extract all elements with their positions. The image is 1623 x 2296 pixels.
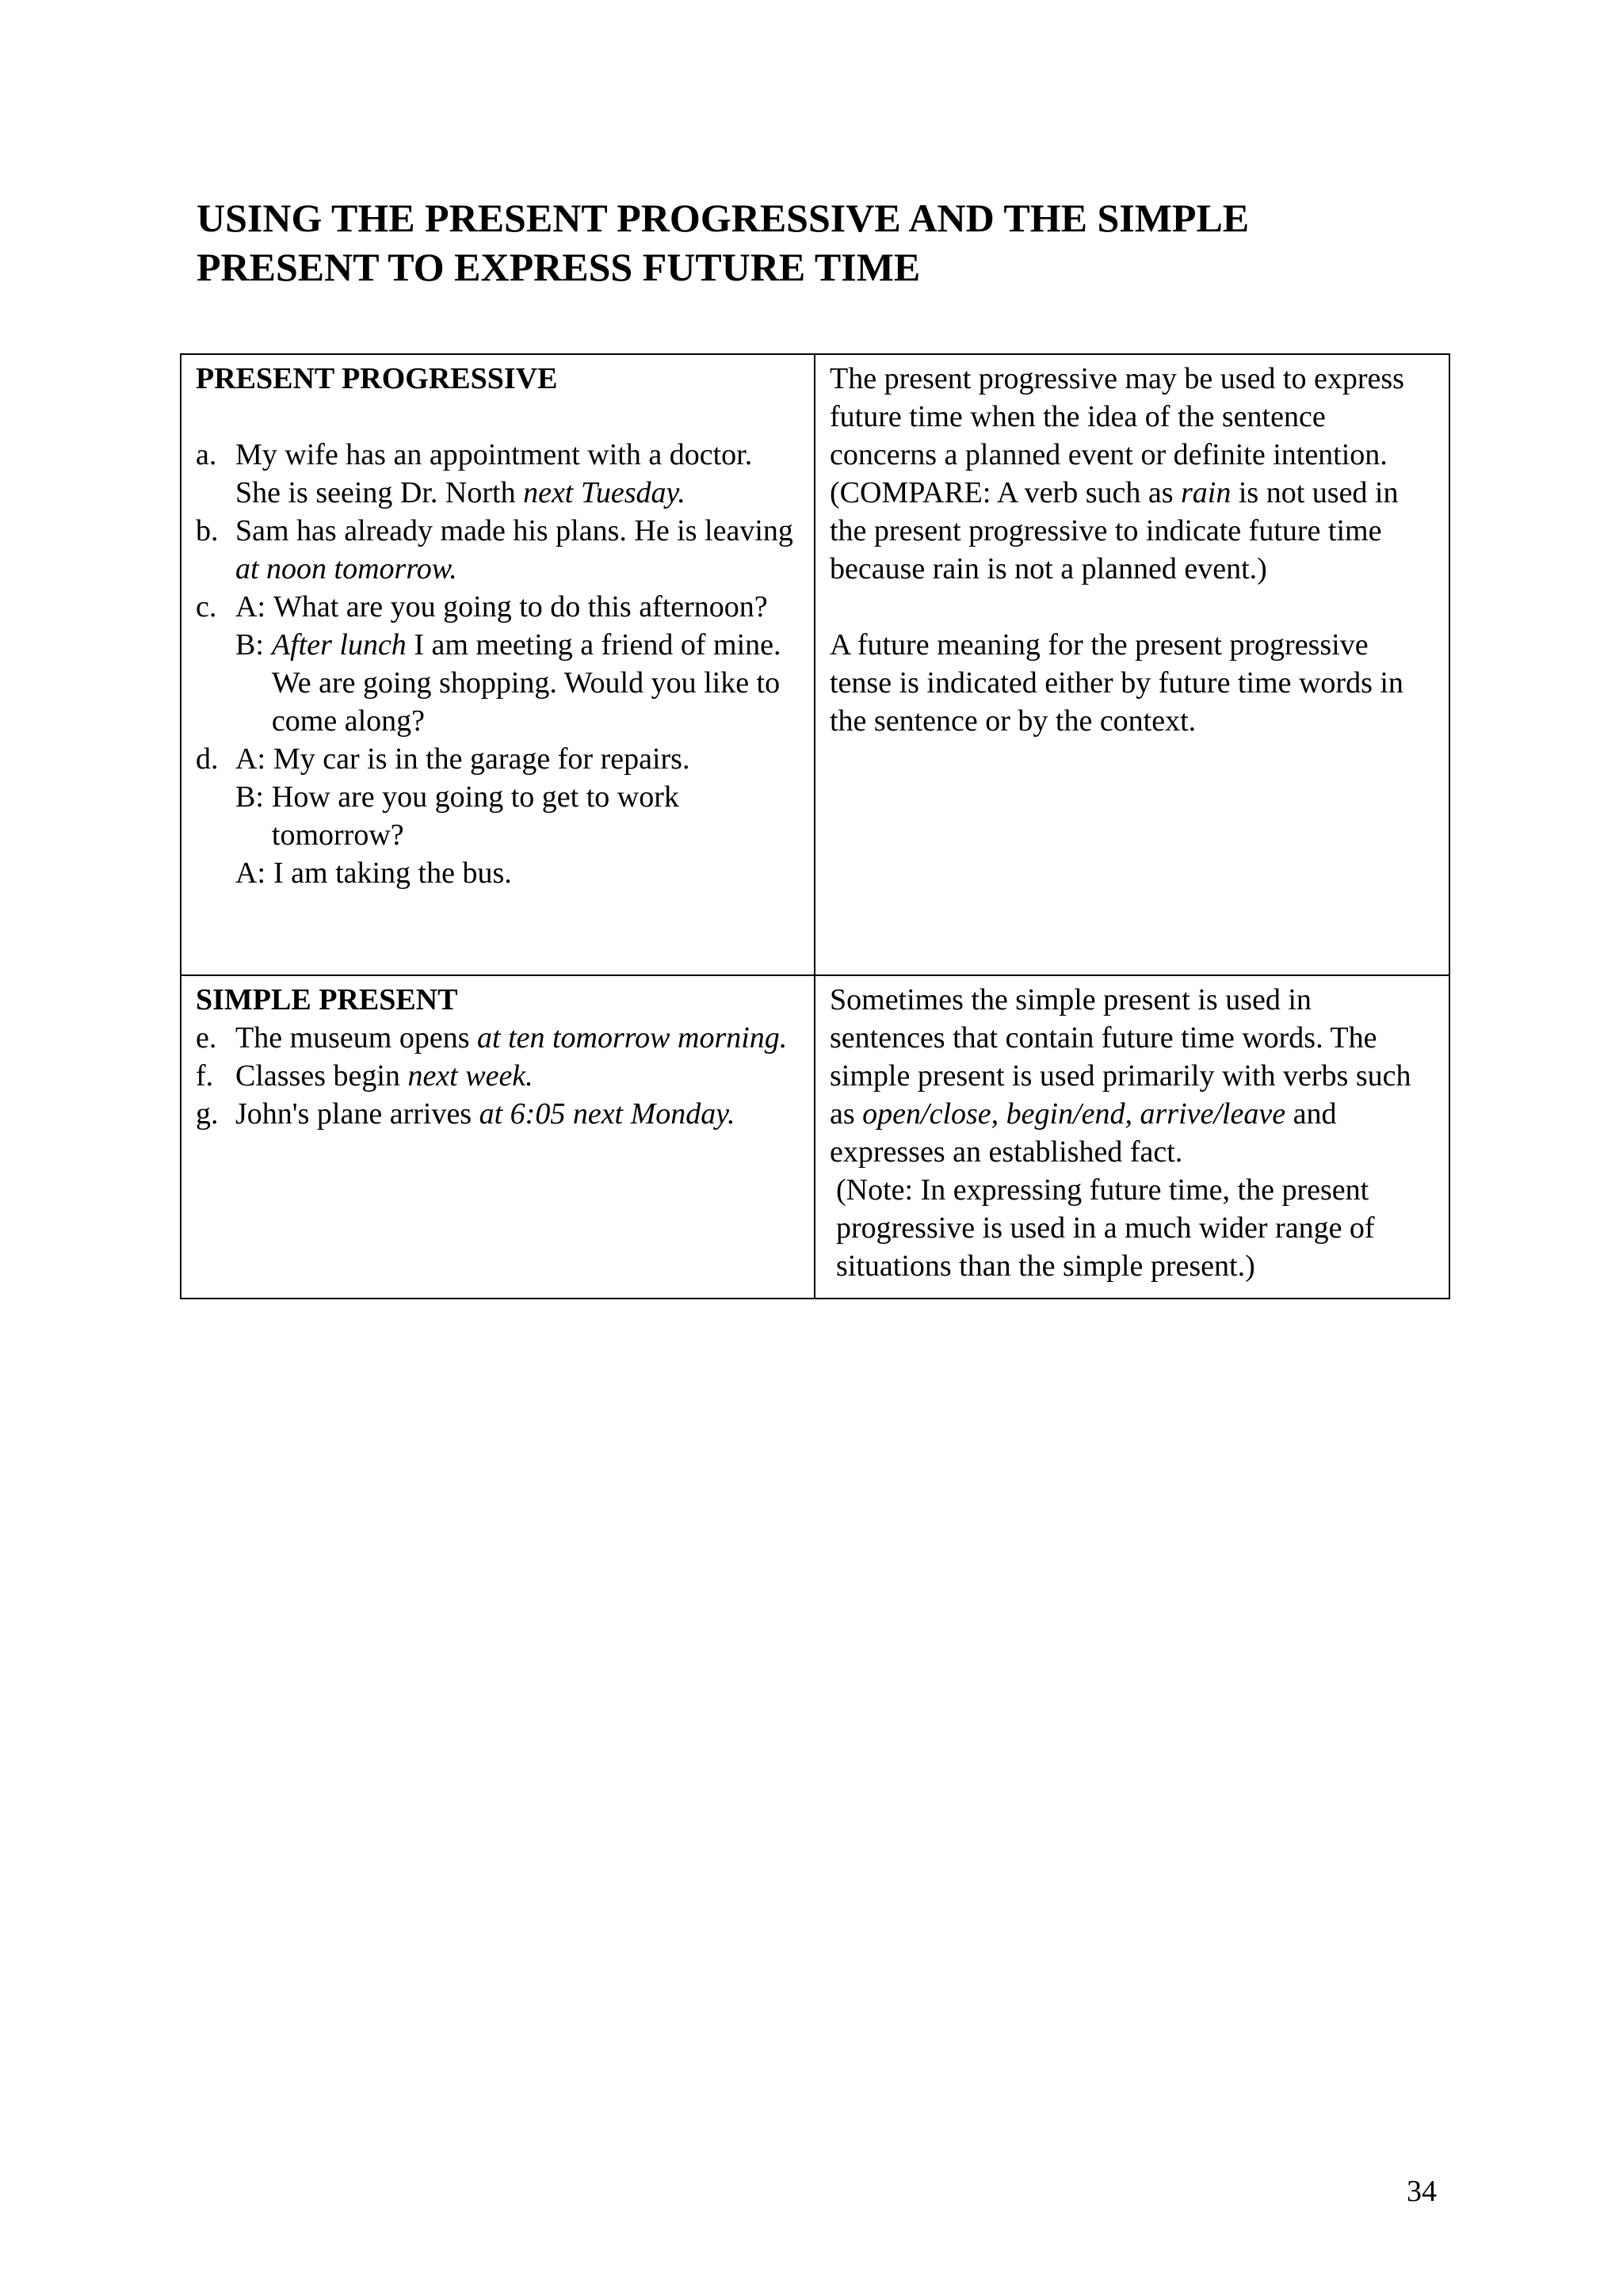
- time-expression: next week.: [407, 1059, 533, 1093]
- dialogue-text: I am taking the bus.: [273, 856, 512, 890]
- title-line-1: USING THE PRESENT PROGRESSIVE AND THE SIMPLE: [197, 196, 1250, 240]
- time-expression: After lunch: [271, 628, 407, 662]
- item-marker: g.: [196, 1097, 219, 1131]
- example-item-e: [196, 1019, 800, 1057]
- dialogue-text: What are you going to do this afternoon?: [273, 590, 768, 624]
- dialogue-line: [235, 740, 800, 778]
- speaker-label: A:: [235, 742, 265, 776]
- dialogue-text: My car is in the garage for repairs.: [273, 742, 690, 776]
- dialogue-text: How are you going to get to work tomorrow?: [271, 780, 679, 852]
- time-expression: at ten tomorrow morning.: [477, 1021, 788, 1055]
- example-text: Sam has already made his plans. He is leaving at noon tomorrow.: [235, 514, 793, 585]
- dialogue-text: After lunch I am meeting a friend of mine. We are going shopping. Would you like to come along?: [271, 628, 781, 738]
- speaker-label: B:: [235, 628, 264, 662]
- speaker-label: A:: [235, 856, 265, 890]
- table-row-simple-present: [181, 975, 1449, 1299]
- example-item-d: [196, 740, 800, 892]
- compare-note: (COMPARE: A verb such as rain is not used in the present progressive to indicate future time because rain is not a planned event.): [830, 476, 1399, 585]
- examples-cell-simple: [181, 975, 815, 1299]
- example-item-b: [196, 512, 800, 588]
- explanation-paragraph: Sometimes the simple present is used in sentences that contain future time words. The simple present is used primarily with verbs such as open/close, begin/end, arrive/leave and expresses an established fact.: [830, 983, 1411, 1169]
- dialogue: [235, 740, 800, 892]
- item-marker: d.: [196, 742, 219, 776]
- page-number: 34: [1407, 2175, 1437, 2208]
- example-item-g: [196, 1095, 800, 1133]
- explanation-paragraph: A future meaning for the present progressive tense is indicated either by future time words in the sentence or by the context.: [830, 628, 1403, 738]
- explanation-paragraph: The present progressive may be used to express future time when the idea of the sentence concerns a planned event or definite intention.: [830, 362, 1404, 471]
- item-marker: f.: [196, 1059, 214, 1093]
- example-text: John's plane arrives at 6:05 next Monday.: [235, 1097, 735, 1131]
- grammar-table: [180, 353, 1450, 1299]
- note-paragraph: (Note: In expressing future time, the present progressive is used in a much wider range of situations than the simple present.): [836, 1173, 1375, 1283]
- spacer: [830, 588, 1434, 626]
- example-text: The museum opens at ten tomorrow morning.: [235, 1021, 788, 1055]
- section-heading-progressive: PRESENT PROGRESSIVE: [196, 362, 558, 395]
- table-row-present-progressive: [181, 354, 1449, 975]
- speaker-label: B:: [235, 780, 264, 814]
- time-expression: at 6:05 next Monday.: [479, 1097, 735, 1131]
- example-text: Classes begin next week.: [235, 1059, 533, 1093]
- speaker-label: A:: [235, 590, 265, 624]
- item-marker: c.: [196, 590, 217, 624]
- explanation-cell-simple: [815, 975, 1449, 1299]
- time-expression: next Tuesday.: [523, 476, 685, 509]
- example-text: My wife has an appointment with a doctor. She is seeing Dr. North next Tuesday.: [235, 438, 753, 509]
- examples-cell-progressive: [181, 354, 815, 975]
- page-title: [197, 193, 1496, 292]
- title-line-2: PRESENT TO EXPRESS FUTURE TIME: [197, 245, 921, 289]
- dialogue-line: [235, 588, 800, 626]
- example-verb: rain: [1181, 476, 1232, 509]
- explanation-cell-progressive: [815, 354, 1449, 975]
- item-marker: a.: [196, 438, 217, 471]
- example-item-f: [196, 1057, 800, 1095]
- dialogue: [235, 588, 800, 740]
- dialogue-line: [235, 854, 800, 892]
- item-marker: b.: [196, 514, 219, 547]
- section-heading-simple: SIMPLE PRESENT: [196, 983, 458, 1016]
- example-item-a: [196, 436, 800, 512]
- example-item-c: [196, 588, 800, 740]
- dialogue-line: [235, 778, 800, 854]
- item-marker: e.: [196, 1021, 217, 1055]
- time-expression: at noon tomorrow.: [235, 552, 457, 585]
- spacer: [196, 398, 800, 436]
- dialogue-line: [235, 626, 800, 740]
- verb-examples: open/close, begin/end, arrive/leave: [862, 1097, 1286, 1131]
